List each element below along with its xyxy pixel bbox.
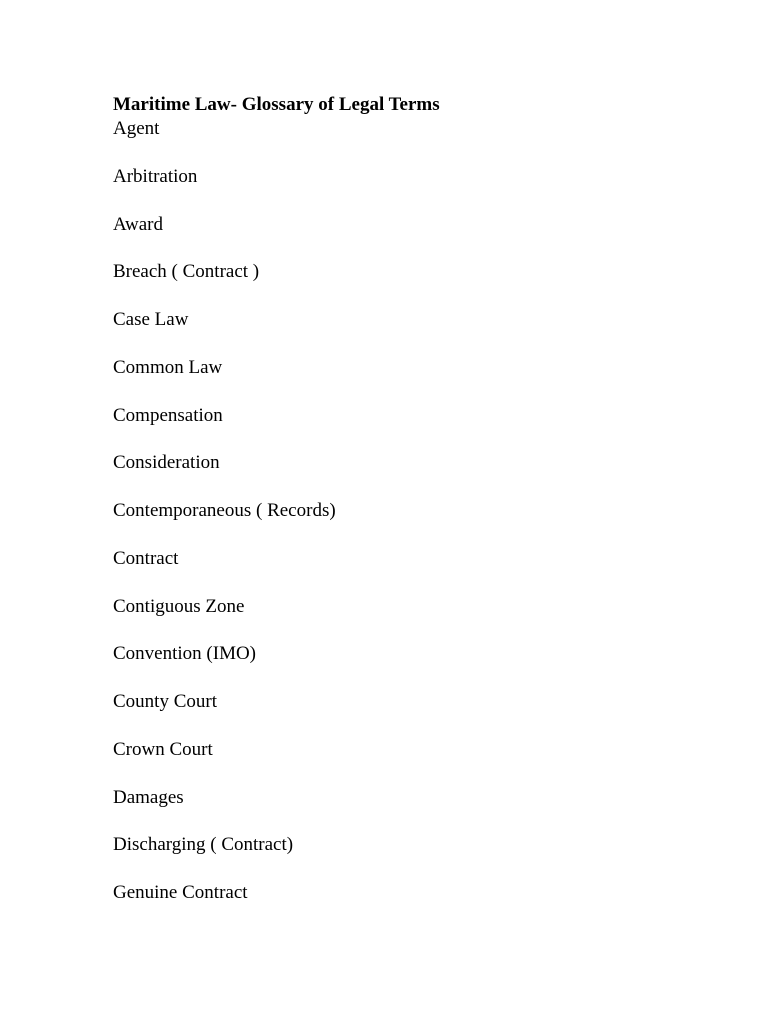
glossary-term: Convention (IMO) (113, 643, 257, 665)
glossary-term: Genuine Contract (113, 882, 248, 903)
glossary-term: Award (113, 213, 163, 235)
document-title: Maritime Law- Glossary of Legal Terms (113, 94, 440, 115)
glossary-term: Consideration (113, 452, 220, 474)
glossary-term: Agent (113, 118, 160, 139)
glossary-term: Arbitration (113, 165, 198, 187)
glossary-term: Discharging ( Contract) (113, 834, 294, 856)
glossary-term: County Court (113, 691, 217, 712)
glossary-term: Contiguous Zone (113, 595, 245, 617)
glossary-term: Crown Court (113, 738, 213, 760)
glossary-term-list (113, 118, 336, 930)
glossary-term: Compensation (113, 404, 223, 426)
glossary-term: Breach ( Contract ) (113, 261, 260, 283)
glossary-term: Case Law (113, 309, 189, 330)
glossary-term: Contemporaneous ( Records) (113, 500, 336, 521)
glossary-term: Damages (113, 786, 184, 808)
glossary-term: Contract (113, 547, 179, 569)
glossary-term: Common Law (113, 356, 223, 378)
